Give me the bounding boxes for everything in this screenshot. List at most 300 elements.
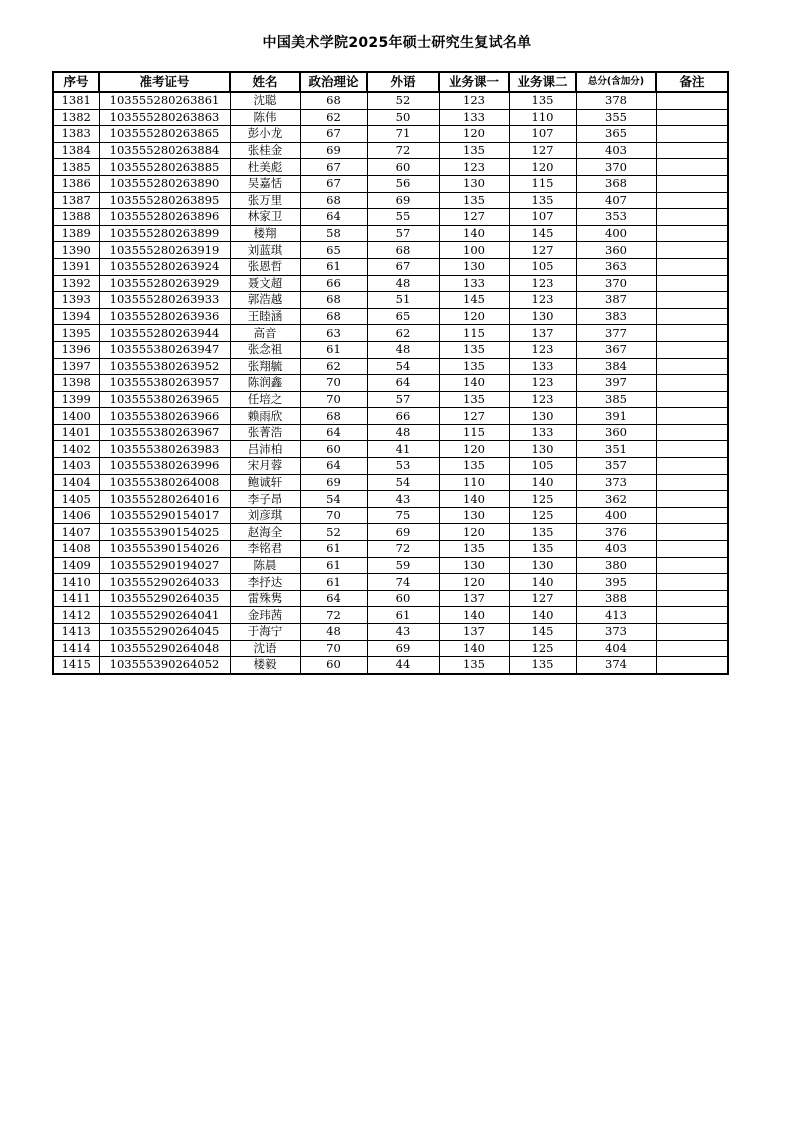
foreign-language-cell: 50 <box>367 109 439 126</box>
remarks-cell <box>656 275 728 292</box>
remarks-cell <box>656 209 728 226</box>
politics-cell: 68 <box>300 292 367 309</box>
foreign-language-cell: 54 <box>367 358 439 375</box>
seq-cell: 1412 <box>53 607 99 624</box>
remarks-cell <box>656 507 728 524</box>
name-cell: 鲍诚轩 <box>230 474 300 491</box>
exam-id-cell: 103555390264052 <box>99 657 230 674</box>
table-row <box>53 109 728 126</box>
course-one-cell: 133 <box>439 275 509 292</box>
remarks-cell <box>656 458 728 475</box>
seq-cell: 1400 <box>53 408 99 425</box>
politics-cell: 61 <box>300 574 367 591</box>
course-one-cell: 120 <box>439 524 509 541</box>
remarks-cell <box>656 308 728 325</box>
seq-cell: 1404 <box>53 474 99 491</box>
politics-cell: 68 <box>300 308 367 325</box>
remarks-cell <box>656 126 728 143</box>
seq-cell: 1390 <box>53 242 99 259</box>
total-score-cell: 404 <box>576 640 656 657</box>
seq-cell: 1385 <box>53 159 99 176</box>
table-row <box>53 258 728 275</box>
total-score-cell: 391 <box>576 408 656 425</box>
seq-cell: 1402 <box>53 441 99 458</box>
course-one-cell: 140 <box>439 225 509 242</box>
politics-cell: 70 <box>300 507 367 524</box>
exam-id-cell: 103555390154025 <box>99 524 230 541</box>
politics-cell: 69 <box>300 474 367 491</box>
politics-cell: 68 <box>300 192 367 209</box>
name-cell: 张万里 <box>230 192 300 209</box>
total-score-cell: 377 <box>576 325 656 342</box>
table-row <box>53 657 728 674</box>
foreign-language-cell: 74 <box>367 574 439 591</box>
politics-cell: 68 <box>300 92 367 109</box>
table-row <box>53 640 728 657</box>
name-cell: 杜美彪 <box>230 159 300 176</box>
foreign-language-cell: 43 <box>367 624 439 641</box>
table-row <box>53 292 728 309</box>
name-cell: 任培之 <box>230 391 300 408</box>
course-two-cell: 140 <box>509 574 576 591</box>
foreign-language-cell: 75 <box>367 507 439 524</box>
course-two-cell: 140 <box>509 474 576 491</box>
course-one-cell: 135 <box>439 341 509 358</box>
seq-cell: 1386 <box>53 175 99 192</box>
course-one-cell: 137 <box>439 624 509 641</box>
table-row <box>53 458 728 475</box>
total-score-cell: 362 <box>576 491 656 508</box>
name-cell: 聂文超 <box>230 275 300 292</box>
name-cell: 沈语 <box>230 640 300 657</box>
header-total-score: 总分(含加分) <box>576 72 656 92</box>
header-foreign-language: 外语 <box>367 72 439 92</box>
table-row <box>53 92 728 109</box>
politics-cell: 52 <box>300 524 367 541</box>
name-cell: 张翔毓 <box>230 358 300 375</box>
course-two-cell: 130 <box>509 308 576 325</box>
course-two-cell: 125 <box>509 491 576 508</box>
politics-cell: 61 <box>300 541 367 558</box>
name-cell: 王睦涵 <box>230 308 300 325</box>
total-score-cell: 360 <box>576 424 656 441</box>
course-two-cell: 137 <box>509 325 576 342</box>
table-row <box>53 624 728 641</box>
seq-cell: 1387 <box>53 192 99 209</box>
table-row <box>53 424 728 441</box>
total-score-cell: 368 <box>576 175 656 192</box>
foreign-language-cell: 61 <box>367 607 439 624</box>
exam-id-cell: 103555380263983 <box>99 441 230 458</box>
course-one-cell: 135 <box>439 458 509 475</box>
remarks-cell <box>656 358 728 375</box>
politics-cell: 69 <box>300 142 367 159</box>
course-two-cell: 123 <box>509 375 576 392</box>
total-score-cell: 383 <box>576 308 656 325</box>
course-one-cell: 127 <box>439 408 509 425</box>
course-two-cell: 123 <box>509 391 576 408</box>
total-score-cell: 397 <box>576 375 656 392</box>
politics-cell: 64 <box>300 209 367 226</box>
seq-cell: 1414 <box>53 640 99 657</box>
remarks-cell <box>656 474 728 491</box>
seq-cell: 1392 <box>53 275 99 292</box>
foreign-language-cell: 64 <box>367 375 439 392</box>
course-one-cell: 110 <box>439 474 509 491</box>
seq-cell: 1381 <box>53 92 99 109</box>
exam-id-cell: 103555290264035 <box>99 590 230 607</box>
exam-id-cell: 103555380264008 <box>99 474 230 491</box>
exam-id-cell: 103555290154017 <box>99 507 230 524</box>
course-one-cell: 135 <box>439 192 509 209</box>
table-row <box>53 275 728 292</box>
total-score-cell: 380 <box>576 557 656 574</box>
total-score-cell: 367 <box>576 341 656 358</box>
table-row <box>53 541 728 558</box>
remarks-cell <box>656 325 728 342</box>
name-cell: 宋月蓉 <box>230 458 300 475</box>
course-two-cell: 107 <box>509 209 576 226</box>
course-two-cell: 127 <box>509 242 576 259</box>
course-one-cell: 127 <box>439 209 509 226</box>
politics-cell: 67 <box>300 159 367 176</box>
course-one-cell: 123 <box>439 92 509 109</box>
remarks-cell <box>656 292 728 309</box>
header-remarks: 备注 <box>656 72 728 92</box>
name-cell: 沈聪 <box>230 92 300 109</box>
exam-id-cell: 103555280263924 <box>99 258 230 275</box>
table-row <box>53 375 728 392</box>
exam-id-cell: 103555280263861 <box>99 92 230 109</box>
foreign-language-cell: 59 <box>367 557 439 574</box>
table-row <box>53 441 728 458</box>
foreign-language-cell: 57 <box>367 391 439 408</box>
total-score-cell: 407 <box>576 192 656 209</box>
table-row <box>53 308 728 325</box>
course-two-cell: 125 <box>509 640 576 657</box>
header-course-one: 业务课一 <box>439 72 509 92</box>
seq-cell: 1411 <box>53 590 99 607</box>
remarks-cell <box>656 491 728 508</box>
total-score-cell: 388 <box>576 590 656 607</box>
name-cell: 楼翔 <box>230 225 300 242</box>
exam-id-cell: 103555280263865 <box>99 126 230 143</box>
table-row <box>53 192 728 209</box>
seq-cell: 1410 <box>53 574 99 591</box>
foreign-language-cell: 69 <box>367 640 439 657</box>
seq-cell: 1396 <box>53 341 99 358</box>
remarks-cell <box>656 175 728 192</box>
foreign-language-cell: 56 <box>367 175 439 192</box>
table-row <box>53 491 728 508</box>
course-two-cell: 130 <box>509 441 576 458</box>
course-two-cell: 123 <box>509 292 576 309</box>
course-two-cell: 105 <box>509 258 576 275</box>
seq-cell: 1383 <box>53 126 99 143</box>
foreign-language-cell: 51 <box>367 292 439 309</box>
exam-id-cell: 103555380263947 <box>99 341 230 358</box>
total-score-cell: 351 <box>576 441 656 458</box>
remarks-cell <box>656 192 728 209</box>
total-score-cell: 374 <box>576 657 656 674</box>
course-one-cell: 120 <box>439 441 509 458</box>
table-row <box>53 590 728 607</box>
politics-cell: 62 <box>300 109 367 126</box>
name-cell: 陈润鑫 <box>230 375 300 392</box>
course-one-cell: 115 <box>439 424 509 441</box>
exam-id-cell: 103555280263919 <box>99 242 230 259</box>
course-one-cell: 130 <box>439 557 509 574</box>
course-one-cell: 120 <box>439 574 509 591</box>
seq-cell: 1403 <box>53 458 99 475</box>
seq-cell: 1413 <box>53 624 99 641</box>
seq-cell: 1382 <box>53 109 99 126</box>
total-score-cell: 363 <box>576 258 656 275</box>
course-two-cell: 120 <box>509 159 576 176</box>
table-row <box>53 391 728 408</box>
total-score-cell: 384 <box>576 358 656 375</box>
name-cell: 刘蓝琪 <box>230 242 300 259</box>
course-one-cell: 135 <box>439 142 509 159</box>
course-two-cell: 123 <box>509 341 576 358</box>
name-cell: 金玮茜 <box>230 607 300 624</box>
course-two-cell: 130 <box>509 557 576 574</box>
name-cell: 吕沛柏 <box>230 441 300 458</box>
foreign-language-cell: 65 <box>367 308 439 325</box>
seq-cell: 1398 <box>53 375 99 392</box>
remarks-cell <box>656 607 728 624</box>
politics-cell: 64 <box>300 590 367 607</box>
name-cell: 张桂金 <box>230 142 300 159</box>
foreign-language-cell: 53 <box>367 458 439 475</box>
politics-cell: 70 <box>300 640 367 657</box>
table-row <box>53 341 728 358</box>
remarks-cell <box>656 391 728 408</box>
course-one-cell: 135 <box>439 391 509 408</box>
foreign-language-cell: 52 <box>367 92 439 109</box>
course-two-cell: 135 <box>509 524 576 541</box>
remarks-cell <box>656 524 728 541</box>
exam-id-cell: 103555280263896 <box>99 209 230 226</box>
remarks-cell <box>656 574 728 591</box>
exam-id-cell: 103555290264041 <box>99 607 230 624</box>
course-one-cell: 120 <box>439 308 509 325</box>
exam-id-cell: 103555280263884 <box>99 142 230 159</box>
total-score-cell: 360 <box>576 242 656 259</box>
seq-cell: 1409 <box>53 557 99 574</box>
exam-id-cell: 103555290264048 <box>99 640 230 657</box>
politics-cell: 61 <box>300 258 367 275</box>
course-one-cell: 130 <box>439 175 509 192</box>
course-one-cell: 135 <box>439 657 509 674</box>
name-cell: 高音 <box>230 325 300 342</box>
seq-cell: 1384 <box>53 142 99 159</box>
total-score-cell: 400 <box>576 225 656 242</box>
total-score-cell: 373 <box>576 624 656 641</box>
course-two-cell: 110 <box>509 109 576 126</box>
seq-cell: 1391 <box>53 258 99 275</box>
seq-cell: 1405 <box>53 491 99 508</box>
remarks-cell <box>656 225 728 242</box>
politics-cell: 72 <box>300 607 367 624</box>
foreign-language-cell: 66 <box>367 408 439 425</box>
name-cell: 郭浩越 <box>230 292 300 309</box>
header-name: 姓名 <box>230 72 300 92</box>
table-row <box>53 126 728 143</box>
name-cell: 李铭君 <box>230 541 300 558</box>
total-score-cell: 378 <box>576 92 656 109</box>
seq-cell: 1397 <box>53 358 99 375</box>
table-row <box>53 209 728 226</box>
header-politics: 政治理论 <box>300 72 367 92</box>
foreign-language-cell: 71 <box>367 126 439 143</box>
seq-cell: 1415 <box>53 657 99 674</box>
total-score-cell: 357 <box>576 458 656 475</box>
course-one-cell: 123 <box>439 159 509 176</box>
candidate-table <box>52 71 729 675</box>
politics-cell: 70 <box>300 391 367 408</box>
exam-id-cell: 103555290264033 <box>99 574 230 591</box>
remarks-cell <box>656 92 728 109</box>
course-two-cell: 145 <box>509 225 576 242</box>
name-cell: 楼毅 <box>230 657 300 674</box>
name-cell: 彭小龙 <box>230 126 300 143</box>
total-score-cell: 373 <box>576 474 656 491</box>
table-row <box>53 142 728 159</box>
course-two-cell: 115 <box>509 175 576 192</box>
foreign-language-cell: 62 <box>367 325 439 342</box>
remarks-cell <box>656 441 728 458</box>
seq-cell: 1395 <box>53 325 99 342</box>
politics-cell: 67 <box>300 175 367 192</box>
course-one-cell: 140 <box>439 491 509 508</box>
exam-id-cell: 103555280263863 <box>99 109 230 126</box>
remarks-cell <box>656 590 728 607</box>
politics-cell: 63 <box>300 325 367 342</box>
exam-id-cell: 103555380263966 <box>99 408 230 425</box>
name-cell: 张恩哲 <box>230 258 300 275</box>
course-two-cell: 125 <box>509 507 576 524</box>
name-cell: 李子昂 <box>230 491 300 508</box>
course-one-cell: 130 <box>439 507 509 524</box>
total-score-cell: 376 <box>576 524 656 541</box>
seq-cell: 1393 <box>53 292 99 309</box>
name-cell: 李抒达 <box>230 574 300 591</box>
foreign-language-cell: 48 <box>367 424 439 441</box>
course-two-cell: 135 <box>509 92 576 109</box>
course-one-cell: 130 <box>439 258 509 275</box>
total-score-cell: 387 <box>576 292 656 309</box>
table-header-row <box>53 72 728 92</box>
name-cell: 张念祖 <box>230 341 300 358</box>
politics-cell: 61 <box>300 557 367 574</box>
table-row <box>53 507 728 524</box>
remarks-cell <box>656 541 728 558</box>
seq-cell: 1399 <box>53 391 99 408</box>
foreign-language-cell: 72 <box>367 142 439 159</box>
course-two-cell: 145 <box>509 624 576 641</box>
politics-cell: 61 <box>300 341 367 358</box>
header-seq: 序号 <box>53 72 99 92</box>
course-one-cell: 140 <box>439 640 509 657</box>
remarks-cell <box>656 159 728 176</box>
table-row <box>53 474 728 491</box>
remarks-cell <box>656 258 728 275</box>
course-one-cell: 115 <box>439 325 509 342</box>
seq-cell: 1394 <box>53 308 99 325</box>
remarks-cell <box>656 424 728 441</box>
course-two-cell: 135 <box>509 657 576 674</box>
name-cell: 陈伟 <box>230 109 300 126</box>
seq-cell: 1407 <box>53 524 99 541</box>
table-row <box>53 358 728 375</box>
seq-cell: 1401 <box>53 424 99 441</box>
foreign-language-cell: 60 <box>367 590 439 607</box>
politics-cell: 70 <box>300 375 367 392</box>
total-score-cell: 413 <box>576 607 656 624</box>
exam-id-cell: 103555280263885 <box>99 159 230 176</box>
politics-cell: 64 <box>300 458 367 475</box>
table-row <box>53 574 728 591</box>
politics-cell: 66 <box>300 275 367 292</box>
politics-cell: 60 <box>300 441 367 458</box>
table-row <box>53 242 728 259</box>
remarks-cell <box>656 341 728 358</box>
exam-id-cell: 103555380263952 <box>99 358 230 375</box>
course-two-cell: 133 <box>509 424 576 441</box>
politics-cell: 48 <box>300 624 367 641</box>
exam-id-cell: 103555280263890 <box>99 175 230 192</box>
course-two-cell: 135 <box>509 192 576 209</box>
foreign-language-cell: 69 <box>367 524 439 541</box>
exam-id-cell: 103555290194027 <box>99 557 230 574</box>
table-row <box>53 524 728 541</box>
header-exam-id: 准考证号 <box>99 72 230 92</box>
remarks-cell <box>656 557 728 574</box>
document-title: 中国美术学院2025年硕士研究生复试名单 <box>262 35 532 51</box>
exam-id-cell: 103555380263967 <box>99 424 230 441</box>
seq-cell: 1406 <box>53 507 99 524</box>
exam-id-cell: 103555390154026 <box>99 541 230 558</box>
name-cell: 张菁浩 <box>230 424 300 441</box>
politics-cell: 68 <box>300 408 367 425</box>
table-row <box>53 225 728 242</box>
total-score-cell: 385 <box>576 391 656 408</box>
course-two-cell: 107 <box>509 126 576 143</box>
exam-id-cell: 103555280263933 <box>99 292 230 309</box>
remarks-cell <box>656 640 728 657</box>
remarks-cell <box>656 657 728 674</box>
table-row <box>53 607 728 624</box>
course-one-cell: 100 <box>439 242 509 259</box>
politics-cell: 60 <box>300 657 367 674</box>
foreign-language-cell: 48 <box>367 341 439 358</box>
table-row <box>53 557 728 574</box>
course-two-cell: 130 <box>509 408 576 425</box>
remarks-cell <box>656 624 728 641</box>
politics-cell: 58 <box>300 225 367 242</box>
table-row <box>53 408 728 425</box>
name-cell: 林家卫 <box>230 209 300 226</box>
exam-id-cell: 103555280263944 <box>99 325 230 342</box>
foreign-language-cell: 43 <box>367 491 439 508</box>
remarks-cell <box>656 408 728 425</box>
course-one-cell: 135 <box>439 358 509 375</box>
foreign-language-cell: 44 <box>367 657 439 674</box>
header-course-two: 业务课二 <box>509 72 576 92</box>
total-score-cell: 365 <box>576 126 656 143</box>
foreign-language-cell: 68 <box>367 242 439 259</box>
